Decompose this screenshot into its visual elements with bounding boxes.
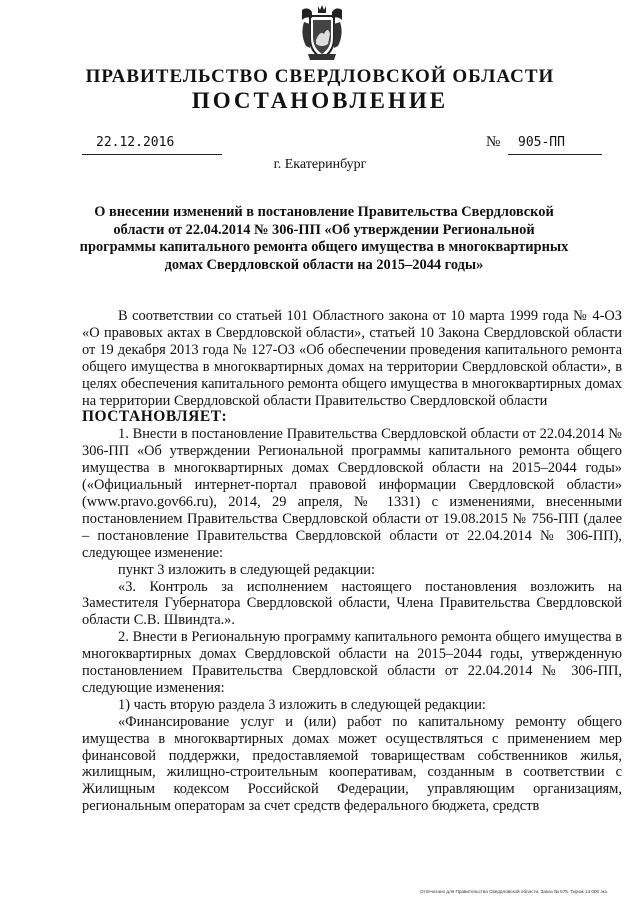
- city: г. Екатеринбург: [273, 157, 367, 172]
- document-date: 22.12.2016: [82, 135, 222, 155]
- resolves-heading: ПОСТАНОВЛЯЕТ:: [82, 408, 228, 426]
- clause-1: 1. Внести в постановление Правительства Свердловской области от 22.04.2014 № 306-ПП «Об утверждении Региональной программы капитального ремонта общего имущества в многоквартирных домах Свердловской области на 2015–2044 годы» («Официальный интернет-портал правовой информации Свердловской области» (www.pravo.gov66.ru), 2014, 29 апреля, № 1331) с изменениями, внесенными постановлением Правительства Свердловской области от 19.08.2015 № 756-ПП (далее – постановление Правительства Свердловской области от 22.04.2014 № 306-ПП), следующее изменение:: [82, 426, 622, 561]
- clause-2-item-1-text: «Финансирование услуг и (или) работ по капитальному ремонту общего имущества в многоквартирных домах может осуществляться с применением мер финансовой поддержки, предоставляемой товариществам собственников жилья, жилищным, жилищно-строительным кооперативам, созданным в соответствии с Жилищным кодексом Российской Федерации, управляющим организациям, региональным операторам за счет средств федерального бюджета, средств: [82, 713, 622, 815]
- clause-2: 2. Внести в Региональную программу капитального ремонта общего имущества в многоквартирных домах Свердловской области на 2015–2044 годы, утвержденную постановлением Правительства Свердловской области от 22.04.2014 № 306-ПП, следующие изменения:: [82, 629, 622, 696]
- document-title: О внесении изменений в постановление Правительства Свердловской области от 22.04.2014 № 306-ПП «Об утверждении Региональной программы капитального ремонта общего имущества в многоквартирных домах Свердловской области на 2015–2044 годы»: [79, 204, 569, 273]
- clause-2-item-1: 1) часть вторую раздела 3 изложить в следующей редакции:: [118, 696, 486, 713]
- print-footer: Отпечатано для Правительства Свердловской области. Заказ № 575. Тираж 14 000 экз.: [420, 889, 609, 894]
- document-number: 905-ПП: [508, 135, 602, 155]
- number-label: №: [486, 134, 501, 150]
- preamble-paragraph: В соответствии со статьей 101 Областного закона от 10 марта 1999 года № 4-ОЗ «О правовых актах в Свердловской области», статьей 10 Закона Свердловской области от 19 декабря 2013 года № 127-ОЗ «Об обеспечении проведения капитального ремонта общего имущества в многоквартирных домах на территории Свердловской области», в целях обеспечения капитального ремонта общего имущества в многоквартирных домах на территории Свердловской области Правительство Свердловской области: [82, 308, 622, 409]
- document-body: [82, 308, 622, 815]
- clause-1-new-text: «3. Контроль за исполнением настоящего постановления возложить на Заместителя Губернатора Свердловской области, Члена Правительства Свердловской области С.В. Швиндта.».: [82, 578, 622, 629]
- document-type: ПОСТАНОВЛЕНИЕ: [191, 88, 449, 113]
- organization-name: ПРАВИТЕЛЬСТВО СВЕРДЛОВСКОЙ ОБЛАСТИ: [85, 66, 555, 87]
- coat-of-arms-icon: [298, 4, 346, 62]
- clause-1-instruction: пункт 3 изложить в следующей редакции:: [118, 561, 375, 578]
